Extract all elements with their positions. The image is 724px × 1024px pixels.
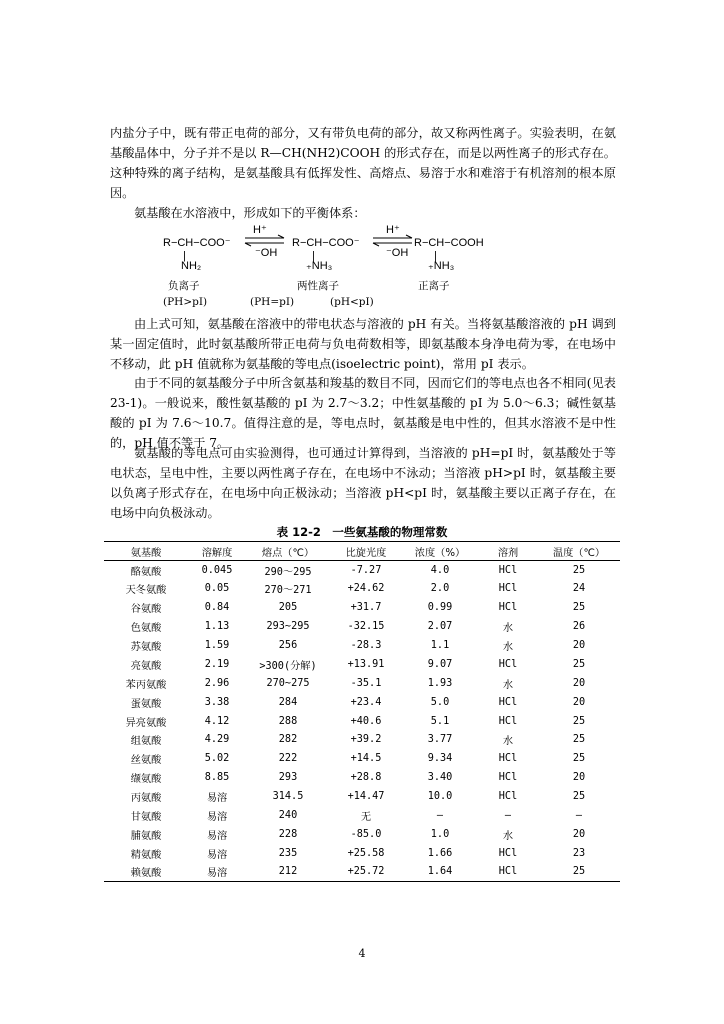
- cell-melting-point: 222: [278, 753, 298, 765]
- cell-amino-acid: 组氨酸: [130, 736, 162, 748]
- cell-amino-acid: 色氨酸: [130, 623, 162, 635]
- cell-solubility: 2.19: [204, 658, 230, 670]
- table-row: [104, 731, 620, 750]
- cell-specific-rotation: -32.15: [347, 621, 385, 633]
- cell-concentration: 5.0: [430, 696, 450, 708]
- anion-label: 负离子: [168, 280, 200, 292]
- table-row: [104, 579, 620, 598]
- cell-solvent: 水: [502, 830, 514, 842]
- cell-temperature: 23: [572, 847, 586, 859]
- cell-amino-acid: 天冬氨酸: [125, 585, 167, 597]
- cell-amino-acid: 甘氨酸: [130, 812, 162, 824]
- cell-amino-acid: 异亮氨酸: [125, 717, 167, 729]
- cell-solvent: HCl: [498, 658, 518, 670]
- cation-formula: R−CH−COOH: [414, 237, 484, 249]
- table-title: 表 12-2 一些氨基酸的物理常数: [276, 525, 448, 539]
- paragraph-zwitterion: 内盐分子中，既有带正电荷的部分，又有带负电荷的部分，故又称两性离子。实验表明，在氨基酸晶体中，分子并不是以 R—CH(NH2)COOH 的形式存在，而是以两性离子的形式存在。这种特殊的离子结构，是氨基酸具有低挥发性、高熔点、易溶于水和难溶于有机溶剂的根本原因。: [110, 126, 616, 200]
- cell-solubility: 0.05: [204, 583, 230, 595]
- cell-amino-acid: 脯氨酸: [130, 830, 162, 842]
- cell-specific-rotation: -7.27: [350, 564, 382, 576]
- cell-amino-acid: 精氨酸: [130, 849, 162, 861]
- cell-solvent: HCl: [498, 583, 518, 595]
- cell-temperature: 20: [572, 828, 586, 840]
- cell-melting-point: 228: [278, 828, 298, 840]
- cation-bond: |: [434, 250, 437, 262]
- cell-temperature: —: [575, 810, 583, 822]
- table-row: [104, 693, 620, 712]
- table-body: [104, 561, 620, 882]
- paragraph-electrophoresis: 氨基酸的等电点可由实验测得，也可通过计算得到，当溶液的 pH=pI 时，氨基酸处于等电状态，呈电中性，主要以两性离子存在，在电场中不泳动；当溶液 pH>pI 时，氨基酸主要以负离子形式存在，在电场中向正极泳动；当溶液 pH<pI 时，氨基酸主要以正离子存在，在电场中向负极泳动。: [110, 446, 616, 520]
- table-row: [104, 617, 620, 636]
- cell-solvent: HCl: [498, 696, 518, 708]
- cell-solubility: 1.59: [204, 640, 230, 651]
- cell-temperature: 20: [572, 677, 586, 689]
- cell-solubility: 4.12: [204, 715, 230, 727]
- cell-concentration: 2.07: [427, 621, 453, 633]
- cell-temperature: 25: [572, 658, 586, 670]
- cell-melting-point: >300(分解): [259, 660, 317, 672]
- cell-specific-rotation: +39.2: [350, 734, 382, 746]
- cell-specific-rotation: +14.5: [350, 753, 382, 765]
- cell-melting-point: 270～271: [264, 585, 312, 597]
- header-amino-acid: 氨基酸: [104, 542, 188, 561]
- cation-condition: (pH<pI): [330, 296, 374, 308]
- cell-temperature: 25: [538, 863, 620, 882]
- table-row: [104, 749, 620, 768]
- cell-specific-rotation: +31.7: [350, 602, 382, 614]
- cell-solubility: 8.85: [204, 772, 230, 784]
- header-concentration: 浓度（%）: [402, 542, 478, 561]
- cell-solubility: 1.13: [204, 621, 230, 633]
- zwitterion-amino: ₊NH₃: [306, 260, 333, 272]
- table-row: [104, 863, 620, 882]
- cell-solvent: HCl: [498, 847, 518, 859]
- page-number: 4: [358, 947, 366, 960]
- cation-label: 正离子: [418, 280, 450, 292]
- zwitterion-label: 两性离子: [297, 280, 339, 292]
- table-row: [104, 636, 620, 655]
- anion-bond: |: [183, 250, 186, 262]
- cell-temperature: 20: [572, 696, 586, 708]
- cell-solvent: HCl: [498, 715, 518, 727]
- cell-concentration: 1.0: [430, 828, 450, 840]
- cell-temperature: 25: [572, 734, 586, 746]
- cell-specific-rotation: -35.1: [350, 677, 382, 689]
- cell-temperature: 25: [572, 564, 586, 576]
- cell-concentration: 1.66: [427, 847, 453, 859]
- cell-melting-point: 282: [278, 734, 298, 746]
- equilibrium-arrow-1: [244, 234, 286, 248]
- paragraph-equilibrium-intro: 氨基酸在水溶液中，形成如下的平衡体系：: [134, 206, 366, 220]
- cell-temperature: 25: [572, 753, 586, 765]
- header-solvent: 溶剂: [478, 542, 538, 561]
- cell-concentration: 3.77: [427, 734, 453, 746]
- cell-concentration: 3.40: [427, 772, 453, 784]
- cell-specific-rotation: +25.58: [347, 847, 385, 859]
- cell-concentration: 1.93: [427, 677, 453, 689]
- cell-amino-acid: 亮氨酸: [130, 660, 162, 672]
- cell-solubility: 易溶: [206, 793, 228, 805]
- header-temperature: 温度（℃）: [538, 542, 620, 561]
- cell-amino-acid: 丝氨酸: [130, 755, 162, 767]
- cell-amino-acid: 苏氨酸: [130, 642, 162, 653]
- cell-specific-rotation: -85.0: [350, 828, 382, 840]
- table-row: [104, 674, 620, 693]
- cell-amino-acid: 蛋氨酸: [130, 698, 162, 710]
- cell-specific-rotation: +24.62: [347, 583, 385, 595]
- cell-specific-rotation: +40.6: [350, 715, 382, 727]
- cell-melting-point: 235: [278, 847, 298, 859]
- arrow1-bottom-label: ⁻OH: [255, 247, 278, 259]
- cell-melting-point: 284: [278, 696, 298, 708]
- cell-solvent: HCl: [498, 602, 518, 614]
- anion-condition: (PH>pI): [163, 296, 208, 308]
- cell-solubility: 易溶: [188, 863, 246, 882]
- cell-solvent: HCl: [498, 753, 518, 765]
- cell-melting-point: 288: [278, 715, 298, 727]
- cell-solvent: HCl: [498, 564, 518, 576]
- cell-melting-point: 290～295: [264, 566, 312, 578]
- table-row: [104, 598, 620, 617]
- cell-solubility: 3.38: [204, 696, 230, 708]
- table-row: [104, 844, 620, 863]
- cell-amino-acid: 缬氨酸: [130, 774, 162, 786]
- table-row: [104, 655, 620, 674]
- table-row: [104, 712, 620, 731]
- cell-solvent: 水: [502, 623, 514, 635]
- paragraph-pi-values: 由于不同的氨基酸分子中所含氨基和羧基的数目不同，因而它们的等电点也各不相同(见表 23-1)。一般说来，酸性氨基酸的 pI 为 2.7～3.2；中性氨基酸的 pI 为 5.0～6.3；碱性氨基酸的 pI 为 7.6～10.7。值得注意的是，等电点时，氨基酸是电中性的，但其水溶液不是中性的，pH 值不等于 7。: [110, 376, 616, 450]
- cell-melting-point: 314.5: [272, 791, 304, 803]
- cell-specific-rotation: +23.4: [350, 696, 382, 708]
- arrow2-bottom-label: ⁻OH: [386, 247, 409, 259]
- cell-melting-point: 240: [278, 810, 298, 822]
- cell-melting-point: 212: [246, 863, 330, 882]
- cell-amino-acid: 苯丙氨酸: [125, 679, 167, 691]
- cell-temperature: 24: [572, 583, 586, 595]
- equilibrium-arrow-2: [372, 234, 414, 248]
- cell-specific-rotation: +25.72: [330, 863, 402, 882]
- table-row: [104, 825, 620, 844]
- cation-amino: ₊NH₃: [428, 260, 455, 272]
- cell-amino-acid: 酪氨酸: [130, 566, 162, 578]
- cell-concentration: —: [436, 810, 444, 822]
- cell-temperature: 20: [572, 772, 586, 784]
- cell-solubility: 易溶: [206, 812, 228, 824]
- cell-temperature: 25: [572, 715, 586, 727]
- cell-solvent: 水: [502, 642, 514, 653]
- cell-solvent: 水: [502, 736, 514, 748]
- cell-solvent: 水: [502, 679, 514, 691]
- cell-concentration: 4.0: [430, 564, 450, 576]
- cell-solubility: 2.96: [204, 677, 230, 689]
- arrow1-top-label: H⁺: [253, 224, 267, 236]
- cell-solubility: 4.29: [204, 734, 230, 746]
- cell-concentration: 0.99: [427, 602, 453, 614]
- header-specific-rotation: 比旋光度: [330, 542, 402, 561]
- cell-solvent: —: [504, 810, 512, 822]
- table-header-row: [104, 542, 620, 561]
- cell-melting-point: 256: [278, 640, 298, 651]
- header-solubility: 溶解度: [188, 542, 246, 561]
- cell-melting-point: 270~275: [266, 677, 310, 689]
- cell-temperature: 25: [572, 791, 586, 803]
- zwitterion-formula: R−CH−COO⁻: [292, 237, 360, 249]
- cell-solubility: 0.045: [201, 564, 233, 576]
- cell-melting-point: 293~295: [266, 621, 310, 633]
- cell-temperature: 25: [572, 602, 586, 614]
- cell-concentration: 2.0: [430, 583, 450, 595]
- paragraph-isoelectric-point: 由上式可知，氨基酸在溶液中的带电状态与溶液的 pH 有关。当将氨基酸溶液的 pH 调到某一固定值时，此时氨基酸所带正电荷与负电荷数相等，即氨基酸本身净电荷为零，在电场中不移动，此 pH 值就称为氨基酸的等电点(isoelectric point)，常用 pI 表示。: [110, 317, 616, 371]
- cell-solvent: HCl: [498, 772, 518, 784]
- cell-solvent: HCl: [478, 863, 538, 882]
- cell-concentration: 5.1: [430, 715, 450, 727]
- cell-temperature: 26: [572, 621, 586, 633]
- zwitterion-condition: (PH=pI): [250, 296, 295, 308]
- cell-amino-acid: 丙氨酸: [130, 793, 162, 805]
- arrow2-top-label: H⁺: [386, 224, 400, 236]
- table-row: [104, 561, 620, 580]
- table-row: [104, 787, 620, 806]
- zwitterion-bond: |: [312, 250, 315, 262]
- cell-amino-acid: 赖氨酸: [104, 863, 188, 882]
- cell-concentration: 9.34: [427, 753, 453, 765]
- cell-specific-rotation: 无: [360, 812, 372, 824]
- cell-concentration: 1.64: [402, 863, 478, 882]
- cell-temperature: 20: [572, 640, 586, 651]
- cell-amino-acid: 谷氨酸: [130, 604, 162, 616]
- cell-melting-point: 293: [278, 772, 298, 784]
- cell-solubility: 易溶: [206, 849, 228, 861]
- header-melting-point: 熔点（℃）: [246, 542, 330, 561]
- table-row: [104, 768, 620, 787]
- cell-concentration: 9.07: [427, 658, 453, 670]
- cell-solvent: HCl: [498, 791, 518, 803]
- table-row: [104, 806, 620, 825]
- cell-specific-rotation: +13.91: [347, 658, 385, 670]
- cell-melting-point: 205: [278, 602, 298, 614]
- cell-concentration: 1.1: [430, 640, 450, 651]
- cell-solubility: 易溶: [206, 830, 228, 842]
- anion-amino: NH₂: [181, 260, 202, 272]
- cell-specific-rotation: +14.47: [347, 791, 385, 803]
- cell-specific-rotation: +28.8: [350, 772, 382, 784]
- cell-concentration: 10.0: [427, 791, 453, 803]
- anion-formula: R−CH−COO⁻: [163, 237, 231, 249]
- cell-solubility: 5.02: [204, 753, 230, 765]
- amino-acid-constants-table: [104, 541, 620, 882]
- cell-solubility: 0.84: [204, 602, 230, 614]
- cell-specific-rotation: -28.3: [350, 640, 382, 651]
